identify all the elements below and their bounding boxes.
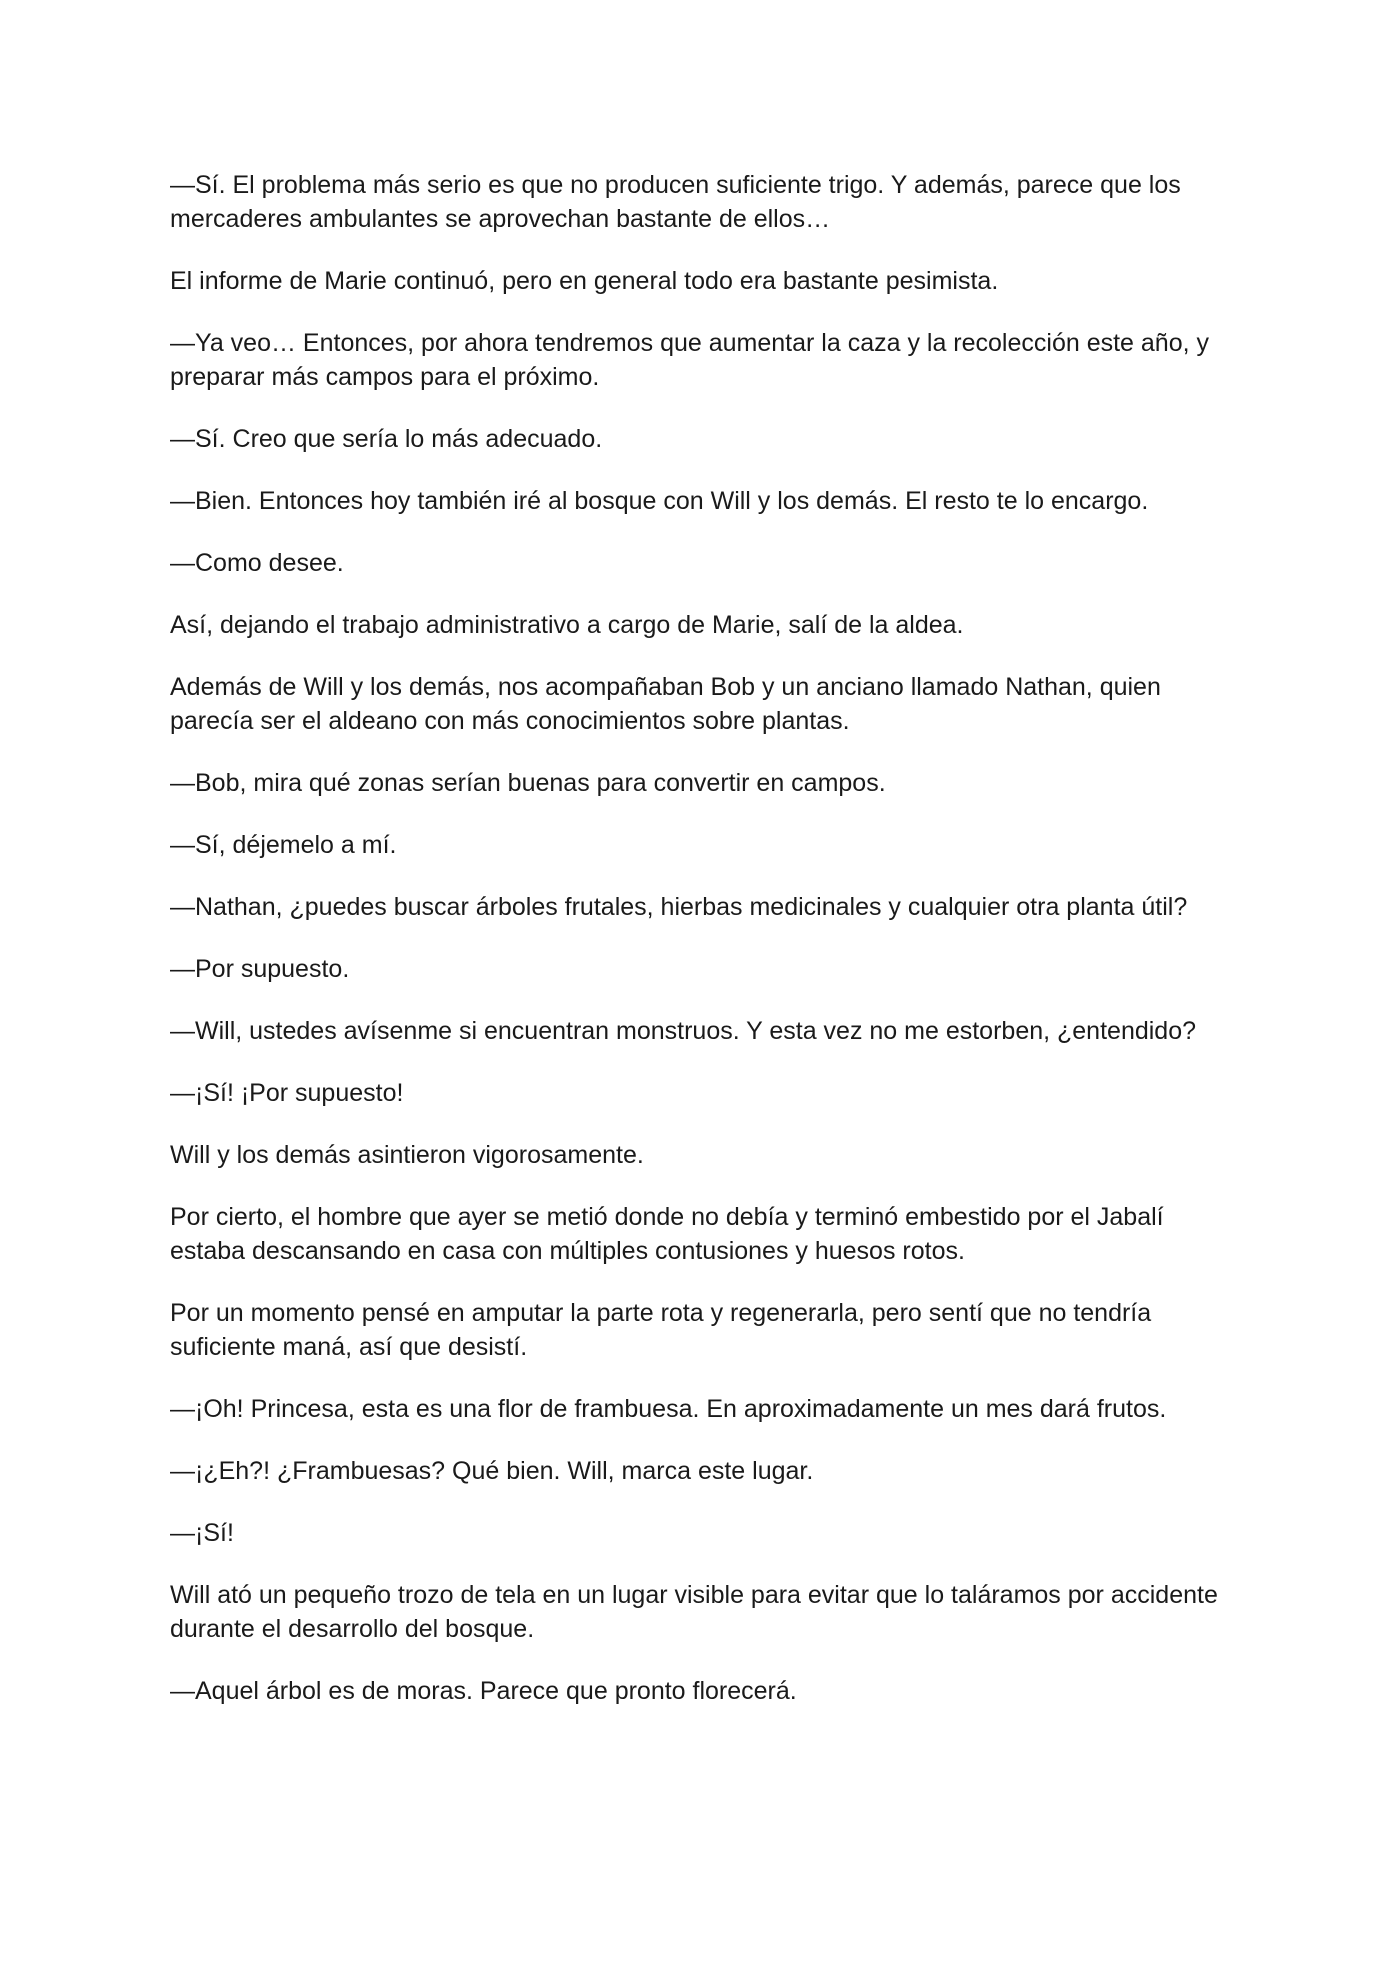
paragraph-7: Así, dejando el trabajo administrativo a cargo de Marie, salí de la aldea. bbox=[170, 611, 964, 639]
paragraph-18: —¡Oh! Princesa, esta es una flor de frambuesa. En aproximadamente un mes dará frutos. bbox=[170, 1395, 1167, 1423]
paragraph-5: —Bien. Entonces hoy también iré al bosque con Will y los demás. El resto te lo encargo. bbox=[170, 487, 1149, 515]
paragraph-1: —Sí. El problema más serio es que no producen suficiente trigo. Y además, parece que los mercaderes ambulantes se aprovechan bastante de ellos… bbox=[170, 171, 1181, 233]
paragraph-20: —¡Sí! bbox=[170, 1519, 234, 1547]
paragraph-22: —Aquel árbol es de moras. Parece que pronto florecerá. bbox=[170, 1677, 797, 1705]
paragraph-3: —Ya veo… Entonces, por ahora tendremos que aumentar la caza y la recolección este año, y preparar más campos para el próximo. bbox=[170, 329, 1210, 391]
paragraph-4: —Sí. Creo que sería lo más adecuado. bbox=[170, 425, 603, 453]
paragraph-6: —Como desee. bbox=[170, 549, 344, 577]
paragraph-11: —Nathan, ¿puedes buscar árboles frutales, hierbas medicinales y cualquier otra planta útil? bbox=[170, 893, 1188, 921]
paragraph-12: —Por supuesto. bbox=[170, 955, 350, 983]
paragraph-2: El informe de Marie continuó, pero en general todo era bastante pesimista. bbox=[170, 267, 999, 295]
paragraph-21: Will ató un pequeño trozo de tela en un lugar visible para evitar que lo taláramos por accidente durante el desarrollo del bosque. bbox=[170, 1581, 1218, 1643]
paragraph-8: Además de Will y los demás, nos acompañaban Bob y un anciano llamado Nathan, quien parecía ser el aldeano con más conocimientos sobre plantas. bbox=[170, 673, 1161, 735]
paragraph-19: —¡¿Eh?! ¿Frambuesas? Qué bien. Will, marca este lugar. bbox=[170, 1457, 814, 1485]
paragraph-9: —Bob, mira qué zonas serían buenas para convertir en campos. bbox=[170, 769, 886, 797]
paragraph-10: —Sí, déjemelo a mí. bbox=[170, 831, 397, 859]
paragraph-14: —¡Sí! ¡Por supuesto! bbox=[170, 1079, 404, 1107]
paragraph-16: Por cierto, el hombre que ayer se metió donde no debía y terminó embestido por el Jabalí estaba descansando en casa con múltiples contusiones y huesos rotos. bbox=[170, 1203, 1164, 1265]
paragraph-13: —Will, ustedes avísenme si encuentran monstruos. Y esta vez no me estorben, ¿entendido? bbox=[170, 1017, 1197, 1045]
paragraph-17: Por un momento pensé en amputar la parte rota y regenerarla, pero sentí que no tendría suficiente maná, así que desistí. bbox=[170, 1299, 1152, 1361]
paragraph-15: Will y los demás asintieron vigorosamente. bbox=[170, 1141, 644, 1169]
document-body bbox=[170, 168, 1230, 1708]
